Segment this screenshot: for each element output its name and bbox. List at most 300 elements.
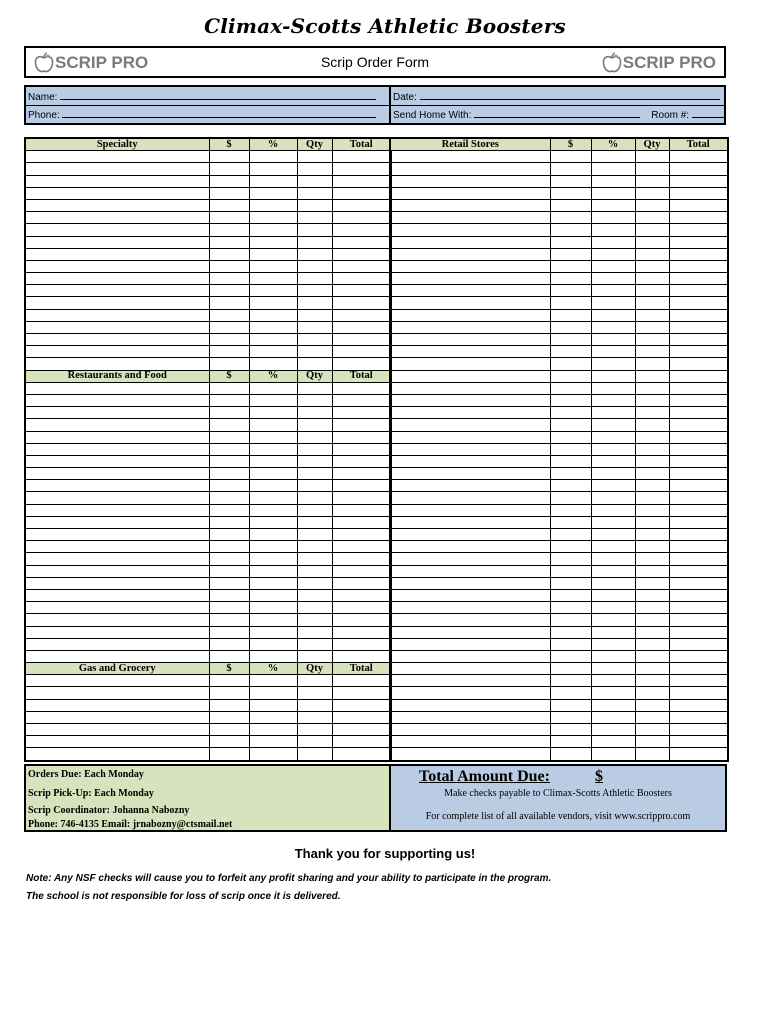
total-cell[interactable]	[332, 419, 391, 431]
total-cell[interactable]	[332, 163, 391, 175]
vendor-cell[interactable]	[390, 565, 550, 577]
percent-cell[interactable]	[591, 382, 635, 394]
total-cell[interactable]	[332, 553, 391, 565]
dollar-cell[interactable]	[209, 431, 249, 443]
vendor-cell[interactable]	[25, 431, 209, 443]
total-cell[interactable]	[332, 711, 391, 723]
vendor-cell[interactable]	[390, 309, 550, 321]
percent-cell[interactable]	[591, 589, 635, 601]
qty-cell[interactable]	[635, 638, 669, 650]
qty-cell[interactable]	[297, 321, 332, 333]
total-cell[interactable]	[669, 529, 728, 541]
total-cell[interactable]	[669, 431, 728, 443]
vendor-cell[interactable]	[390, 626, 550, 638]
vendor-cell[interactable]	[390, 541, 550, 553]
vendor-cell[interactable]	[390, 163, 550, 175]
qty-cell[interactable]	[297, 212, 332, 224]
percent-cell[interactable]	[591, 650, 635, 662]
vendor-cell[interactable]	[25, 163, 209, 175]
vendor-cell[interactable]	[390, 285, 550, 297]
dollar-cell[interactable]	[550, 602, 591, 614]
total-cell[interactable]	[332, 175, 391, 187]
total-cell[interactable]	[332, 273, 391, 285]
vendor-cell[interactable]	[390, 577, 550, 589]
total-cell[interactable]	[332, 724, 391, 736]
dollar-cell[interactable]	[550, 407, 591, 419]
dollar-cell[interactable]	[550, 650, 591, 662]
qty-cell[interactable]	[297, 480, 332, 492]
qty-cell[interactable]	[297, 626, 332, 638]
total-cell[interactable]	[332, 480, 391, 492]
dollar-cell[interactable]	[550, 565, 591, 577]
vendor-cell[interactable]	[25, 577, 209, 589]
percent-cell[interactable]	[249, 565, 297, 577]
percent-cell[interactable]	[591, 748, 635, 761]
qty-cell[interactable]	[635, 394, 669, 406]
qty-cell[interactable]	[297, 614, 332, 626]
percent-cell[interactable]	[591, 724, 635, 736]
dollar-cell[interactable]	[209, 394, 249, 406]
dollar-cell[interactable]	[550, 285, 591, 297]
percent-cell[interactable]	[249, 260, 297, 272]
qty-cell[interactable]	[297, 529, 332, 541]
total-cell[interactable]	[669, 480, 728, 492]
dollar-cell[interactable]	[209, 553, 249, 565]
percent-cell[interactable]	[591, 443, 635, 455]
qty-cell[interactable]	[297, 748, 332, 761]
total-cell[interactable]	[669, 346, 728, 358]
total-cell[interactable]	[332, 748, 391, 761]
dollar-cell[interactable]	[209, 382, 249, 394]
percent-cell[interactable]	[591, 187, 635, 199]
vendor-cell[interactable]	[25, 358, 209, 370]
total-cell[interactable]	[669, 541, 728, 553]
vendor-cell[interactable]	[25, 650, 209, 662]
qty-cell[interactable]	[297, 175, 332, 187]
dollar-cell[interactable]	[209, 419, 249, 431]
percent-cell[interactable]	[591, 663, 635, 675]
qty-cell[interactable]	[635, 370, 669, 382]
percent-cell[interactable]	[249, 285, 297, 297]
percent-cell[interactable]	[591, 285, 635, 297]
total-cell[interactable]	[669, 602, 728, 614]
percent-cell[interactable]	[249, 346, 297, 358]
vendor-cell[interactable]	[390, 675, 550, 687]
percent-cell[interactable]	[591, 504, 635, 516]
qty-cell[interactable]	[635, 529, 669, 541]
qty-cell[interactable]	[635, 309, 669, 321]
vendor-cell[interactable]	[390, 346, 550, 358]
qty-cell[interactable]	[635, 650, 669, 662]
dollar-cell[interactable]	[209, 699, 249, 711]
total-cell[interactable]	[669, 151, 728, 163]
qty-cell[interactable]	[635, 516, 669, 528]
percent-cell[interactable]	[249, 455, 297, 467]
vendor-cell[interactable]	[25, 175, 209, 187]
vendor-cell[interactable]	[25, 297, 209, 309]
percent-cell[interactable]	[249, 394, 297, 406]
percent-cell[interactable]	[591, 334, 635, 346]
dollar-cell[interactable]	[209, 675, 249, 687]
qty-cell[interactable]	[635, 431, 669, 443]
qty-cell[interactable]	[635, 297, 669, 309]
percent-cell[interactable]	[249, 151, 297, 163]
percent-cell[interactable]	[249, 553, 297, 565]
total-cell[interactable]	[669, 577, 728, 589]
qty-cell[interactable]	[297, 187, 332, 199]
total-cell[interactable]	[669, 589, 728, 601]
dollar-cell[interactable]	[209, 175, 249, 187]
percent-cell[interactable]	[249, 687, 297, 699]
percent-cell[interactable]	[249, 699, 297, 711]
percent-cell[interactable]	[591, 516, 635, 528]
vendor-cell[interactable]	[25, 394, 209, 406]
total-cell[interactable]	[332, 650, 391, 662]
percent-cell[interactable]	[249, 589, 297, 601]
dollar-cell[interactable]	[550, 236, 591, 248]
percent-cell[interactable]	[249, 711, 297, 723]
vendor-cell[interactable]	[390, 419, 550, 431]
dollar-cell[interactable]	[209, 212, 249, 224]
qty-cell[interactable]	[635, 565, 669, 577]
vendor-cell[interactable]	[390, 529, 550, 541]
total-cell[interactable]	[332, 699, 391, 711]
qty-cell[interactable]	[635, 187, 669, 199]
qty-cell[interactable]	[635, 455, 669, 467]
qty-cell[interactable]	[297, 394, 332, 406]
qty-cell[interactable]	[297, 260, 332, 272]
vendor-cell[interactable]	[25, 626, 209, 638]
qty-cell[interactable]	[635, 589, 669, 601]
vendor-cell[interactable]	[390, 321, 550, 333]
qty-cell[interactable]	[297, 407, 332, 419]
percent-cell[interactable]	[249, 199, 297, 211]
dollar-cell[interactable]	[209, 711, 249, 723]
vendor-cell[interactable]	[25, 321, 209, 333]
vendor-cell[interactable]	[25, 675, 209, 687]
percent-cell[interactable]	[591, 358, 635, 370]
percent-cell[interactable]	[591, 419, 635, 431]
dollar-cell[interactable]	[550, 248, 591, 260]
total-cell[interactable]	[332, 589, 391, 601]
qty-cell[interactable]	[297, 602, 332, 614]
total-cell[interactable]	[332, 492, 391, 504]
vendor-cell[interactable]	[25, 492, 209, 504]
qty-cell[interactable]	[635, 614, 669, 626]
total-cell[interactable]	[669, 614, 728, 626]
total-cell[interactable]	[669, 699, 728, 711]
vendor-cell[interactable]	[390, 468, 550, 480]
total-cell[interactable]	[332, 516, 391, 528]
qty-cell[interactable]	[297, 675, 332, 687]
total-cell[interactable]	[669, 516, 728, 528]
percent-cell[interactable]	[591, 236, 635, 248]
vendor-cell[interactable]	[390, 358, 550, 370]
qty-cell[interactable]	[297, 650, 332, 662]
dollar-cell[interactable]	[209, 602, 249, 614]
vendor-cell[interactable]	[25, 724, 209, 736]
vendor-cell[interactable]	[25, 346, 209, 358]
dollar-cell[interactable]	[209, 297, 249, 309]
vendor-cell[interactable]	[390, 370, 550, 382]
total-cell[interactable]	[669, 187, 728, 199]
dollar-cell[interactable]	[209, 199, 249, 211]
total-cell[interactable]	[332, 638, 391, 650]
percent-cell[interactable]	[249, 358, 297, 370]
dollar-cell[interactable]	[209, 638, 249, 650]
percent-cell[interactable]	[591, 638, 635, 650]
vendor-cell[interactable]	[25, 687, 209, 699]
vendor-cell[interactable]	[390, 248, 550, 260]
dollar-cell[interactable]	[550, 151, 591, 163]
vendor-cell[interactable]	[25, 480, 209, 492]
percent-cell[interactable]	[249, 516, 297, 528]
total-cell[interactable]	[669, 711, 728, 723]
qty-cell[interactable]	[297, 334, 332, 346]
qty-cell[interactable]	[635, 382, 669, 394]
percent-cell[interactable]	[591, 480, 635, 492]
percent-cell[interactable]	[591, 699, 635, 711]
dollar-cell[interactable]	[209, 480, 249, 492]
total-cell[interactable]	[332, 382, 391, 394]
qty-cell[interactable]	[635, 553, 669, 565]
vendor-cell[interactable]	[390, 212, 550, 224]
vendor-cell[interactable]	[25, 285, 209, 297]
qty-cell[interactable]	[635, 321, 669, 333]
total-cell[interactable]	[669, 407, 728, 419]
qty-cell[interactable]	[635, 273, 669, 285]
dollar-cell[interactable]	[209, 724, 249, 736]
total-cell[interactable]	[669, 553, 728, 565]
qty-cell[interactable]	[297, 492, 332, 504]
total-cell[interactable]	[669, 687, 728, 699]
dollar-cell[interactable]	[550, 480, 591, 492]
vendor-cell[interactable]	[25, 736, 209, 748]
total-cell[interactable]	[332, 224, 391, 236]
qty-cell[interactable]	[297, 224, 332, 236]
dollar-cell[interactable]	[550, 699, 591, 711]
dollar-cell[interactable]	[550, 577, 591, 589]
dollar-cell[interactable]	[550, 370, 591, 382]
vendor-cell[interactable]	[25, 334, 209, 346]
qty-cell[interactable]	[635, 699, 669, 711]
dollar-cell[interactable]	[550, 260, 591, 272]
total-cell[interactable]	[332, 687, 391, 699]
total-cell[interactable]	[669, 419, 728, 431]
dollar-cell[interactable]	[550, 468, 591, 480]
dollar-cell[interactable]	[209, 334, 249, 346]
percent-cell[interactable]	[591, 455, 635, 467]
total-cell[interactable]	[669, 492, 728, 504]
vendor-cell[interactable]	[25, 602, 209, 614]
vendor-cell[interactable]	[390, 638, 550, 650]
vendor-cell[interactable]	[390, 724, 550, 736]
dollar-cell[interactable]	[209, 224, 249, 236]
percent-cell[interactable]	[591, 736, 635, 748]
qty-cell[interactable]	[297, 151, 332, 163]
total-cell[interactable]	[332, 407, 391, 419]
vendor-cell[interactable]	[390, 151, 550, 163]
dollar-cell[interactable]	[209, 504, 249, 516]
percent-cell[interactable]	[591, 273, 635, 285]
percent-cell[interactable]	[249, 529, 297, 541]
qty-cell[interactable]	[297, 443, 332, 455]
qty-cell[interactable]	[297, 638, 332, 650]
total-cell[interactable]	[669, 163, 728, 175]
dollar-cell[interactable]	[550, 163, 591, 175]
dollar-cell[interactable]	[550, 309, 591, 321]
dollar-cell[interactable]	[550, 419, 591, 431]
dollar-cell[interactable]	[550, 187, 591, 199]
vendor-cell[interactable]	[25, 699, 209, 711]
dollar-cell[interactable]	[209, 346, 249, 358]
dollar-cell[interactable]	[209, 273, 249, 285]
percent-cell[interactable]	[591, 529, 635, 541]
dollar-cell[interactable]	[550, 321, 591, 333]
qty-cell[interactable]	[297, 382, 332, 394]
percent-cell[interactable]	[249, 431, 297, 443]
percent-cell[interactable]	[249, 614, 297, 626]
percent-cell[interactable]	[591, 248, 635, 260]
qty-cell[interactable]	[297, 516, 332, 528]
date-field[interactable]	[391, 87, 724, 105]
total-cell[interactable]	[669, 736, 728, 748]
dollar-cell[interactable]	[209, 236, 249, 248]
vendor-cell[interactable]	[25, 553, 209, 565]
percent-cell[interactable]	[249, 748, 297, 761]
vendor-cell[interactable]	[390, 455, 550, 467]
percent-cell[interactable]	[591, 602, 635, 614]
vendor-cell[interactable]	[390, 699, 550, 711]
total-cell[interactable]	[332, 212, 391, 224]
dollar-cell[interactable]	[209, 285, 249, 297]
vendor-cell[interactable]	[25, 565, 209, 577]
percent-cell[interactable]	[591, 407, 635, 419]
vendor-cell[interactable]	[25, 589, 209, 601]
qty-cell[interactable]	[635, 334, 669, 346]
total-cell[interactable]	[332, 468, 391, 480]
qty-cell[interactable]	[297, 553, 332, 565]
vendor-cell[interactable]	[390, 407, 550, 419]
total-cell[interactable]	[669, 212, 728, 224]
total-cell[interactable]	[669, 382, 728, 394]
total-cell[interactable]	[669, 663, 728, 675]
dollar-cell[interactable]	[550, 334, 591, 346]
dollar-cell[interactable]	[550, 687, 591, 699]
total-cell[interactable]	[332, 321, 391, 333]
dollar-cell[interactable]	[209, 468, 249, 480]
qty-cell[interactable]	[635, 468, 669, 480]
percent-cell[interactable]	[591, 687, 635, 699]
percent-cell[interactable]	[591, 565, 635, 577]
qty-cell[interactable]	[635, 346, 669, 358]
percent-cell[interactable]	[249, 675, 297, 687]
percent-cell[interactable]	[591, 151, 635, 163]
total-cell[interactable]	[669, 468, 728, 480]
total-cell[interactable]	[669, 675, 728, 687]
dollar-cell[interactable]	[550, 382, 591, 394]
phone-field[interactable]	[26, 105, 391, 123]
vendor-cell[interactable]	[390, 224, 550, 236]
vendor-cell[interactable]	[390, 187, 550, 199]
total-cell[interactable]	[332, 529, 391, 541]
total-cell[interactable]	[332, 675, 391, 687]
vendor-cell[interactable]	[25, 187, 209, 199]
qty-cell[interactable]	[297, 297, 332, 309]
dollar-cell[interactable]	[209, 614, 249, 626]
qty-cell[interactable]	[635, 663, 669, 675]
qty-cell[interactable]	[635, 224, 669, 236]
percent-cell[interactable]	[591, 321, 635, 333]
dollar-cell[interactable]	[209, 163, 249, 175]
percent-cell[interactable]	[249, 626, 297, 638]
total-cell[interactable]	[669, 504, 728, 516]
vendor-cell[interactable]	[390, 748, 550, 761]
dollar-cell[interactable]	[550, 529, 591, 541]
percent-cell[interactable]	[591, 614, 635, 626]
vendor-cell[interactable]	[25, 541, 209, 553]
vendor-cell[interactable]	[390, 504, 550, 516]
total-cell[interactable]	[669, 273, 728, 285]
total-cell[interactable]	[332, 626, 391, 638]
vendor-cell[interactable]	[390, 297, 550, 309]
vendor-cell[interactable]	[390, 443, 550, 455]
dollar-cell[interactable]	[550, 541, 591, 553]
total-cell[interactable]	[669, 248, 728, 260]
vendor-cell[interactable]	[390, 273, 550, 285]
qty-cell[interactable]	[297, 248, 332, 260]
total-cell[interactable]	[669, 297, 728, 309]
total-amount-value[interactable]: $	[595, 768, 603, 785]
total-cell[interactable]	[332, 236, 391, 248]
total-cell[interactable]	[669, 443, 728, 455]
percent-cell[interactable]	[249, 187, 297, 199]
percent-cell[interactable]	[591, 224, 635, 236]
qty-cell[interactable]	[635, 602, 669, 614]
percent-cell[interactable]	[591, 394, 635, 406]
vendor-cell[interactable]	[25, 273, 209, 285]
total-cell[interactable]	[669, 626, 728, 638]
dollar-cell[interactable]	[209, 529, 249, 541]
percent-cell[interactable]	[249, 212, 297, 224]
dollar-cell[interactable]	[550, 431, 591, 443]
total-cell[interactable]	[669, 175, 728, 187]
qty-cell[interactable]	[297, 309, 332, 321]
qty-cell[interactable]	[635, 407, 669, 419]
total-cell[interactable]	[669, 565, 728, 577]
qty-cell[interactable]	[297, 736, 332, 748]
qty-cell[interactable]	[635, 248, 669, 260]
dollar-cell[interactable]	[209, 687, 249, 699]
qty-cell[interactable]	[297, 565, 332, 577]
dollar-cell[interactable]	[209, 541, 249, 553]
dollar-cell[interactable]	[550, 675, 591, 687]
percent-cell[interactable]	[591, 163, 635, 175]
dollar-cell[interactable]	[209, 443, 249, 455]
percent-cell[interactable]	[249, 382, 297, 394]
qty-cell[interactable]	[635, 236, 669, 248]
dollar-cell[interactable]	[209, 748, 249, 761]
qty-cell[interactable]	[635, 443, 669, 455]
dollar-cell[interactable]	[209, 492, 249, 504]
dollar-cell[interactable]	[550, 663, 591, 675]
percent-cell[interactable]	[249, 175, 297, 187]
qty-cell[interactable]	[297, 577, 332, 589]
dollar-cell[interactable]	[209, 407, 249, 419]
dollar-cell[interactable]	[550, 553, 591, 565]
qty-cell[interactable]	[297, 236, 332, 248]
percent-cell[interactable]	[249, 443, 297, 455]
